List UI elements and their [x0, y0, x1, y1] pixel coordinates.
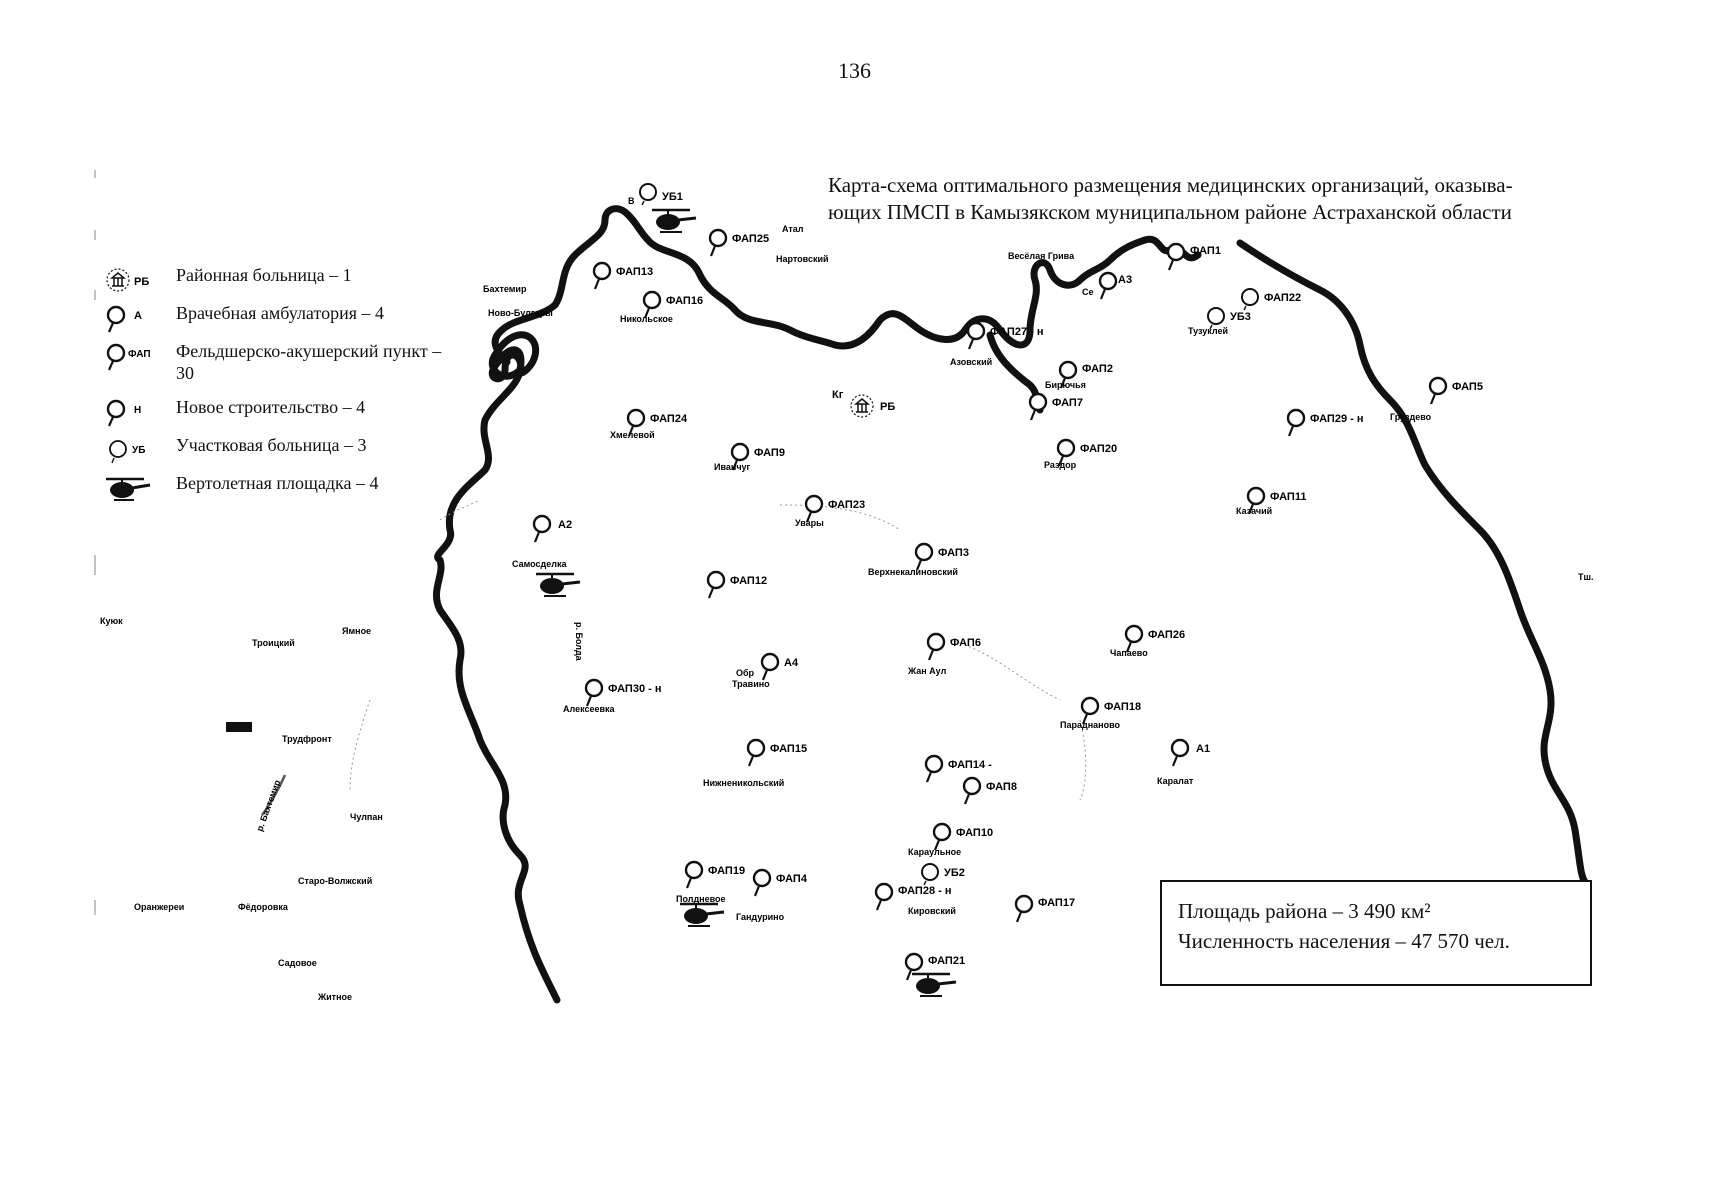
circle-icon	[104, 436, 168, 466]
place-poldnevoe: Полдневое	[676, 894, 726, 904]
facility-fap20-label: ФАП20	[1080, 443, 1118, 455]
place-se: Се	[1082, 287, 1094, 297]
facility-a3[interactable]	[1100, 273, 1132, 299]
place-atal: Атал	[782, 224, 804, 234]
village-label: В	[628, 196, 635, 206]
place-karaulnoe: Караульное	[908, 847, 962, 857]
district-population: Численность населения – 47 570 чел.	[1178, 929, 1510, 953]
place-novo-bulgary: Ново-Булгары	[488, 308, 553, 318]
facility-fap19-label: ФАП19	[708, 865, 746, 877]
place-gruzdevo: Груздево	[1390, 412, 1432, 422]
facility-fap11-label: ФАП11	[1270, 491, 1307, 503]
facility-fap30-label: ФАП30 - н	[608, 683, 662, 695]
facility-ub3-label: УБ3	[1230, 311, 1251, 323]
place-staro-volzhsky: Старо-Волжский	[298, 876, 373, 886]
helicopter-icon	[104, 474, 168, 504]
place-obraztsovo: Обр	[736, 668, 755, 678]
place-nikolskoe: Никольское	[620, 314, 673, 324]
legend-label: Районная больница – 1	[176, 265, 352, 285]
facility-ub2-label: УБ2	[944, 867, 965, 879]
place-nartovsky: Нартовский	[776, 254, 829, 264]
place-tsh: Тш.	[1578, 572, 1594, 582]
place-tuzukly: Тузуклей	[1188, 326, 1229, 336]
place-kg: Кг	[832, 389, 844, 401]
place-oranzherei: Оранжереи	[134, 902, 185, 912]
facility-fap5[interactable]	[1430, 378, 1483, 404]
facility-fap14[interactable]	[926, 756, 992, 782]
place-nizhnevolzhsky: Нижненикольский	[703, 778, 785, 788]
facility-fap28-label: ФАП28 - н	[898, 885, 952, 897]
facility-a4-label: А4	[784, 657, 799, 669]
facility-fap10-label: ФАП10	[956, 827, 994, 839]
facility-fap29[interactable]	[1288, 410, 1363, 436]
pin-icon	[104, 398, 168, 428]
map-title	[828, 172, 1658, 226]
place-karalat: Каралат	[1157, 776, 1194, 786]
facility-rb-label: РБ	[880, 401, 896, 413]
facility-rb[interactable]	[851, 395, 895, 417]
facility-fap7[interactable]	[1030, 394, 1083, 420]
place-yamnoe: Ямное	[342, 626, 372, 636]
facility-fap13[interactable]	[594, 263, 653, 289]
facility-fap1-label: ФАП1	[1190, 245, 1221, 257]
facility-fap4-label: ФАП4	[776, 873, 807, 885]
place-parakino: Параднаново	[1060, 720, 1120, 730]
legend-item-new-construction	[96, 394, 436, 432]
place-sadovoe: Садовое	[278, 958, 317, 968]
facility-a1-label: А1	[1196, 743, 1211, 755]
legend-code: А	[134, 310, 142, 322]
place-kazachy: Казачий	[1236, 506, 1273, 516]
facility-fap26-label: ФАП26	[1148, 629, 1186, 641]
place-verkhnekalinovsky: Верхнекалиновский	[868, 567, 958, 577]
legend	[96, 262, 442, 508]
facility-fap17[interactable]	[1016, 896, 1075, 922]
place-ivanchug: Иванчуг	[714, 462, 751, 472]
place-zhitnoe: Житное	[318, 992, 353, 1002]
helipad-ub1	[652, 210, 696, 232]
place-bakhtemir: Бахтемир	[483, 284, 527, 294]
facility-fap24-label: ФАП24	[650, 413, 688, 425]
helipad-a2	[536, 574, 580, 596]
legend-label: Фельдшерско-акушерский пункт – 30	[176, 341, 442, 383]
district-info-box	[1160, 880, 1592, 986]
facility-fap25-label: ФАП25	[732, 233, 770, 245]
legend-item-helipad	[96, 470, 436, 508]
legend-code: РБ	[134, 276, 150, 288]
facility-fap27[interactable]	[968, 323, 1043, 349]
facility-fap14-label: ФАП14 -	[948, 759, 992, 771]
place-samosdelka: Самосделка	[512, 559, 567, 569]
river-bolda-label: р. Болда	[574, 622, 584, 661]
place-chapaevo: Чапаево	[1110, 648, 1148, 658]
facility-fap2-label: ФАП2	[1082, 363, 1113, 375]
facility-fap19[interactable]	[686, 862, 745, 888]
facility-fap22[interactable]	[1242, 289, 1301, 310]
hospital-icon	[104, 266, 168, 296]
legend-label: Врачебная амбулатория – 4	[176, 303, 384, 323]
legend-code: Н	[134, 405, 142, 416]
place-zhan-aul: Жан Аул	[908, 666, 947, 676]
place-kuyuk: Куюк	[100, 616, 123, 626]
facility-a2-label: А2	[558, 519, 573, 531]
place-trudfront: Трудфронт	[282, 734, 332, 744]
legend-item-district-hospital	[96, 432, 436, 470]
facility-ub1[interactable]	[640, 184, 683, 205]
map-title-line-2: ющих ПМСП в Камызякском муниципальном районе Астраханской области	[828, 200, 1512, 224]
place-razdor: Раздор	[1044, 460, 1077, 470]
river-bakhtemir-label: р. Бахтемир	[254, 778, 283, 833]
facility-fap7-label: ФАП7	[1052, 397, 1083, 409]
legend-item-hospital	[96, 262, 436, 300]
page-number: 136	[838, 58, 871, 83]
legend-code: ФАП	[128, 349, 151, 360]
facility-ub1-label: УБ1	[662, 191, 683, 203]
map-title-line-1: Карта-схема оптимального размещения медицинских организаций, оказыва-	[828, 173, 1513, 197]
facility-fap21[interactable]	[906, 954, 965, 980]
place-vesyolaya-griva: Весёлая Грива	[1008, 251, 1075, 261]
facility-fap18-label: ФАП18	[1104, 701, 1142, 713]
place-alekseevka: Алексеевка	[563, 704, 615, 714]
facility-fap4[interactable]	[754, 870, 808, 896]
road-sign	[226, 722, 252, 732]
facility-a3-label: А3	[1118, 274, 1133, 286]
facility-fap30[interactable]	[586, 680, 661, 706]
facility-fap8[interactable]	[964, 778, 1017, 804]
facility-fap3-label: ФАП3	[938, 547, 969, 559]
pin-icon	[104, 304, 168, 334]
facility-fap15-label: ФАП15	[770, 743, 808, 755]
facility-fap12-label: ФАП12	[730, 575, 768, 587]
legend-label: Вертолетная площадка – 4	[176, 473, 379, 493]
facility-fap9-label: ФАП9	[754, 447, 785, 459]
facility-fap22-label: ФАП22	[1264, 292, 1302, 304]
legend-code: УБ	[132, 445, 146, 456]
facility-fap16-label: ФАП16	[666, 295, 704, 307]
facility-fap5-label: ФАП5	[1452, 381, 1483, 393]
facility-fap27-label: ФАП27 - н	[990, 326, 1044, 338]
place-khmelevoy: Хмелевой	[610, 430, 655, 440]
legend-label: Участковая больница – 3	[176, 435, 367, 455]
facility-fap29-label: ФАП29 - н	[1310, 413, 1364, 425]
place-gandurino: Гандурино	[736, 912, 785, 922]
facility-fap6-label: ФАП6	[950, 637, 981, 649]
place-azovsky: Азовский	[950, 357, 993, 367]
facility-fap25[interactable]	[710, 230, 769, 256]
helipad-fap19	[680, 904, 724, 926]
facility-ub2[interactable]	[922, 864, 965, 885]
facility-fap13-label: ФАП13	[616, 266, 654, 278]
facility-fap15[interactable]	[748, 740, 807, 766]
district-area: Площадь района – 3 490 км²	[1178, 899, 1431, 923]
facility-a1[interactable]	[1172, 740, 1210, 766]
place-chulpan: Чулпан	[350, 812, 383, 822]
facility-fap21-label: ФАП21	[928, 955, 966, 967]
pin-icon	[104, 342, 168, 372]
legend-label: Новое строительство – 4	[176, 397, 366, 417]
facility-fap23-label: ФАП23	[828, 499, 866, 511]
legend-item-fap	[96, 338, 442, 394]
legend-item-ambulatory	[96, 300, 436, 338]
place-troitsky: Троицкий	[252, 638, 295, 648]
facility-a2[interactable]	[534, 516, 572, 542]
facility-fap17-label: ФАП17	[1038, 897, 1076, 909]
helipad-fap21	[912, 974, 956, 996]
place-uvary: Увары	[795, 518, 824, 528]
place-fyodorovka: Фёдоровка	[238, 902, 288, 912]
place-kirovsky: Кировский	[908, 906, 956, 916]
facility-a4[interactable]	[762, 654, 799, 680]
place-biryuk: Бирючья	[1045, 380, 1086, 390]
facility-fap6[interactable]	[928, 634, 981, 660]
facility-fap12[interactable]	[708, 572, 767, 598]
facility-fap8-label: ФАП8	[986, 781, 1017, 793]
place-travino: Травино	[732, 679, 770, 689]
